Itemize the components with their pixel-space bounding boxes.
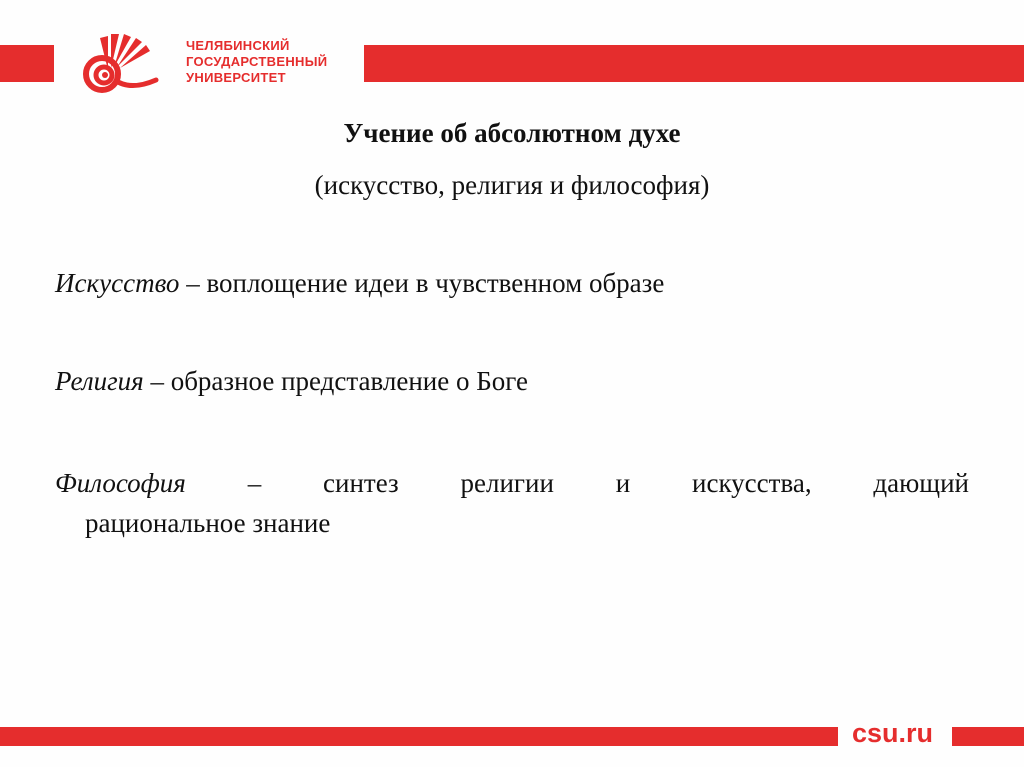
definition-term: Философия [55, 468, 186, 498]
slide-title: Учение об абсолютном духе [343, 118, 681, 148]
definition-term: Религия [55, 366, 144, 396]
university-name-line-3: УНИВЕРСИТЕТ [186, 70, 286, 85]
footer-bar-right [952, 727, 1024, 746]
footer-site-link[interactable]: csu.ru [852, 718, 934, 748]
definition-text: – воплощение идеи в чувственном образе [179, 268, 665, 298]
university-logo-icon [78, 30, 168, 96]
definition-text: – синтез религии и искусства, дающий [185, 468, 969, 498]
definition-text: – образное представление о Боге [143, 366, 528, 396]
definition-philosophy [55, 463, 969, 503]
university-name-line-2: ГОСУДАРСТВЕННЫЙ [186, 54, 328, 69]
header-bar-right [364, 45, 1024, 82]
header-bar-left [0, 45, 54, 82]
definition-philosophy-continuation: рациональное знание [85, 508, 331, 538]
footer-bar-left [0, 727, 838, 746]
definition-religion [55, 366, 528, 397]
definition-art [55, 268, 664, 299]
university-name [186, 38, 327, 86]
university-name-line-1: ЧЕЛЯБИНСКИЙ [186, 38, 290, 53]
slide-subtitle: (искусство, религия и философия) [314, 170, 710, 200]
definition-term: Искусство [55, 268, 180, 298]
